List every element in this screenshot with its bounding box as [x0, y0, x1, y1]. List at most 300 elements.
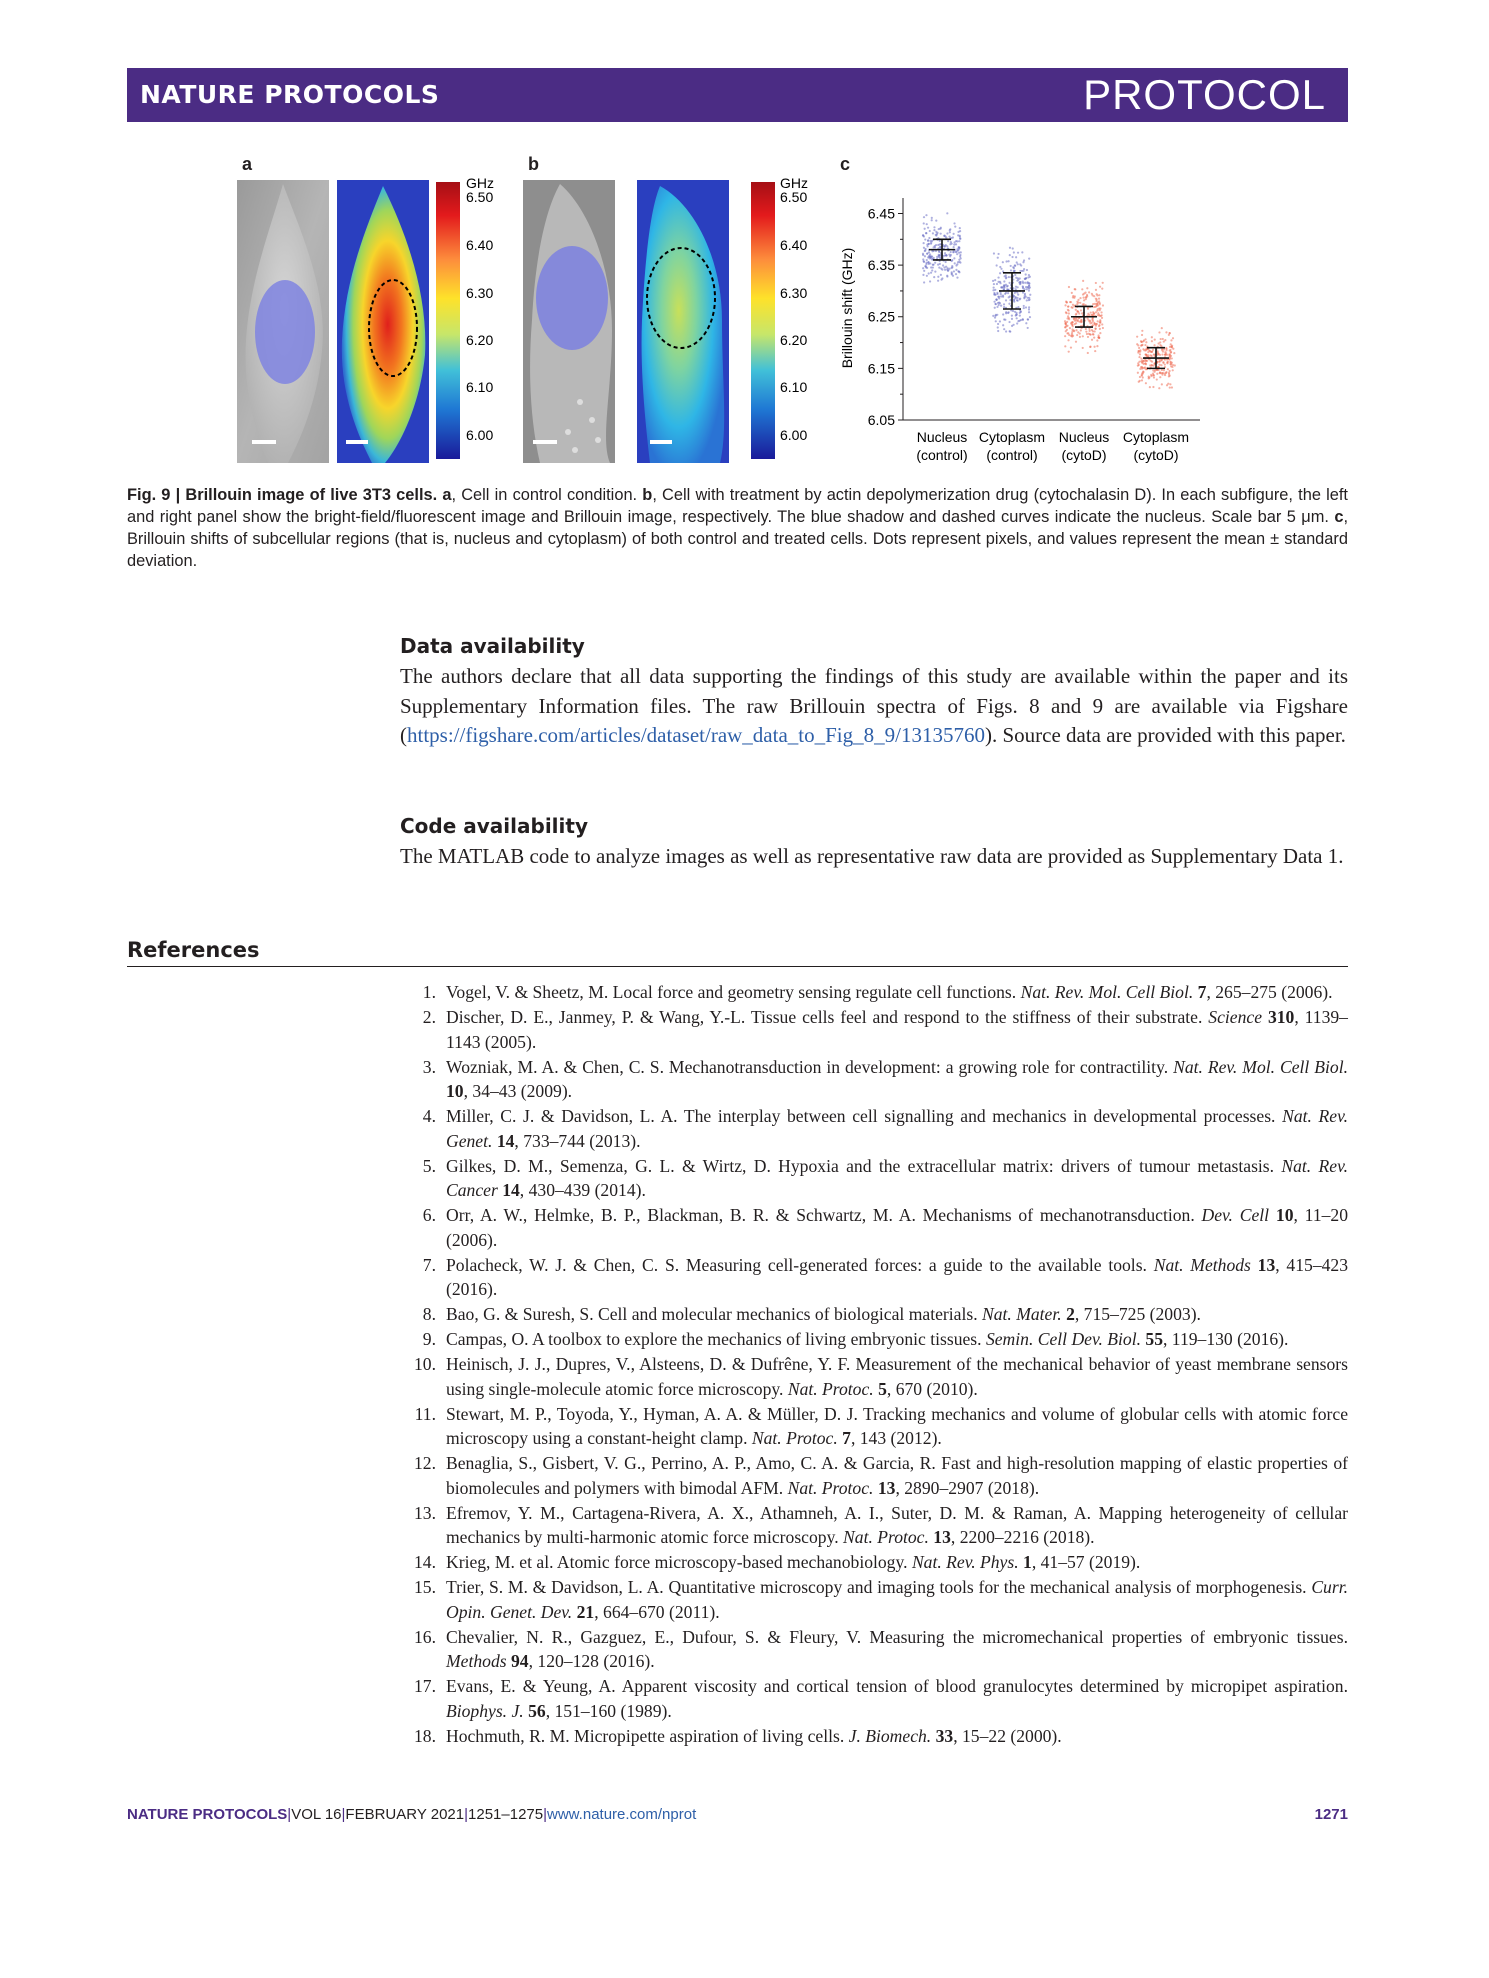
data-point: [959, 227, 961, 229]
data-point: [993, 287, 995, 289]
data-point: [956, 263, 958, 265]
figure-9: [0, 140, 1489, 480]
data-point: [1072, 295, 1074, 297]
data-point: [1093, 295, 1095, 297]
data-point: [924, 238, 926, 240]
reference-item: [400, 1253, 1348, 1302]
data-point: [1079, 302, 1081, 304]
data-point: [1068, 334, 1070, 336]
reference-item: [400, 1550, 1348, 1575]
reference-authors: Chevalier, N. R., Gazguez, E., Dufour, S. & Fleury, V. Measuring the micromechanical properties of embryonic tissues.: [446, 1626, 1348, 1647]
data-point: [1144, 344, 1146, 346]
data-point: [1005, 276, 1007, 278]
data-point: [1005, 284, 1007, 286]
data-point: [1138, 381, 1140, 383]
data-point: [1080, 320, 1082, 322]
data-point: [1022, 282, 1024, 284]
data-point: [1085, 331, 1087, 333]
colorbar-a-tick: 6.00: [466, 427, 494, 443]
data-point: [1070, 306, 1072, 308]
data-point: [1154, 339, 1156, 341]
data-point: [1171, 357, 1173, 359]
data-point: [931, 217, 933, 219]
colorbar-a-tick: 6.40: [466, 237, 494, 253]
reference-item: [400, 980, 1348, 1005]
reference-item: [400, 1674, 1348, 1723]
data-point: [939, 228, 941, 230]
y-axis-label: Brillouin shift (GHz): [839, 247, 855, 369]
data-point: [1172, 337, 1174, 339]
reference-volume: 5: [878, 1378, 887, 1399]
data-point: [1080, 309, 1082, 311]
data-point: [940, 274, 942, 276]
reference-journal: Nat. Rev. Phys.: [911, 1552, 1019, 1572]
reference-pages: , 11–20 (2006).: [446, 1205, 1349, 1250]
data-point: [1092, 333, 1094, 335]
data-point: [1068, 286, 1070, 288]
footer-separator: |: [543, 1806, 548, 1823]
data-point: [1070, 346, 1072, 348]
data-point: [1087, 336, 1089, 338]
data-point: [922, 267, 924, 269]
data-point: [1029, 316, 1031, 318]
data-point: [1066, 301, 1068, 303]
colorbar-b-tick: 6.40: [780, 237, 808, 253]
data-point: [1141, 361, 1143, 363]
data-point: [956, 240, 958, 242]
data-point: [1015, 256, 1017, 258]
reference-item: [400, 1625, 1348, 1674]
data-point: [1003, 286, 1005, 288]
data-point: [955, 269, 957, 271]
y-tick-label: 6.25: [867, 308, 895, 325]
code-availability-text: The MATLAB code to analyze images as well as representative raw data are provided as Supplementary Data 1.: [400, 844, 1344, 868]
colorbar-b-unit: GHz: [780, 175, 808, 191]
data-point: [1092, 311, 1094, 313]
data-point: [928, 263, 930, 265]
data-point: [1088, 328, 1090, 330]
reference-number: 16.: [414, 1626, 436, 1647]
caption-b-label: b: [642, 486, 653, 504]
reference-pages: , 41–57 (2019).: [1031, 1552, 1141, 1572]
figure-caption: [127, 484, 1348, 572]
data-point: [1142, 348, 1144, 350]
code-availability-heading: Code availability: [400, 814, 588, 838]
reference-number: 5.: [422, 1155, 436, 1176]
data-point: [1141, 360, 1143, 362]
data-point: [924, 228, 926, 230]
data-point: [1098, 334, 1100, 336]
data-point: [998, 302, 1000, 304]
reference-pages: , 143 (2012).: [850, 1428, 942, 1448]
x-tick-sublabel: (cytoD): [1061, 447, 1107, 463]
data-point: [1138, 347, 1140, 349]
reference-authors: Campas, O. A toolbox to explore the mechanics of living embryonic tissues.: [446, 1329, 986, 1349]
footer-url[interactable]: www.nature.com/nprot: [547, 1806, 697, 1823]
data-point: [932, 266, 934, 268]
data-point: [1101, 323, 1103, 325]
data-point: [1098, 298, 1100, 300]
data-point: [926, 267, 928, 269]
panel-b-brightfield: [523, 180, 615, 463]
code-availability-section: [400, 814, 1348, 872]
reference-pages: , 120–128 (2016).: [528, 1651, 655, 1671]
data-point: [1007, 292, 1009, 294]
figshare-link[interactable]: https://figshare.com/articles/dataset/raw_data_to_Fig_8_9/13135760: [407, 723, 985, 747]
data-point: [1011, 256, 1013, 258]
data-point: [1160, 372, 1162, 374]
journal-name: NATURE PROTOCOLS: [140, 80, 440, 109]
reference-volume: 310: [1267, 1007, 1295, 1027]
data-point: [933, 276, 935, 278]
reference-pages: , 2200–2216 (2018).: [950, 1527, 1095, 1547]
reference-journal: Nat. Protoc.: [751, 1428, 838, 1448]
data-point: [1007, 312, 1009, 314]
data-point: [1169, 386, 1171, 388]
data-point: [1027, 276, 1029, 278]
data-availability-heading: Data availability: [400, 634, 585, 658]
data-point: [1086, 333, 1088, 335]
data-point: [1151, 364, 1153, 366]
data-point: [1014, 264, 1016, 266]
caption-c-label: c: [1334, 508, 1344, 526]
data-point: [925, 262, 927, 264]
data-point: [922, 254, 924, 256]
reference-authors: Polacheck, W. J. & Chen, C. S. Measuring cell-generated forces: a guide to the available tools.: [446, 1254, 1154, 1275]
data-point: [1174, 364, 1176, 366]
data-point: [1069, 301, 1071, 303]
data-point: [1069, 327, 1071, 329]
data-point: [999, 320, 1001, 322]
reference-volume: 33: [935, 1725, 954, 1746]
footer-date: FEBRUARY 2021: [345, 1806, 465, 1823]
data-point: [925, 214, 927, 216]
data-point: [956, 253, 958, 255]
data-point: [1145, 360, 1147, 362]
data-point: [1002, 294, 1004, 296]
data-point: [1064, 304, 1066, 306]
section-label: PROTOCOL: [1083, 71, 1326, 118]
reference-authors: Wozniak, M. A. & Chen, C. S. Mechanotransduction in development: a growing role for contractility.: [446, 1056, 1174, 1077]
reference-pages: , 1139–1143 (2005).: [446, 1007, 1348, 1052]
data-point: [997, 257, 999, 259]
data-point: [951, 259, 953, 261]
data-point: [1023, 307, 1025, 309]
reference-authors: Vogel, V. & Sheetz, M. Local force and geometry sensing regulate cell functions.: [446, 982, 1021, 1002]
data-point: [1147, 354, 1149, 356]
data-point: [932, 264, 934, 266]
data-point: [1170, 351, 1172, 353]
data-point: [1013, 251, 1015, 253]
data-point: [1096, 293, 1098, 295]
data-point: [1027, 327, 1029, 329]
reference-item: [400, 1104, 1348, 1153]
data-point: [958, 246, 960, 248]
data-point: [1152, 386, 1154, 388]
data-point: [946, 212, 948, 214]
reference-volume: 55: [1145, 1329, 1163, 1349]
data-point: [1170, 355, 1172, 357]
data-point: [996, 306, 998, 308]
data-point: [1076, 301, 1078, 303]
data-point: [933, 226, 935, 228]
data-point: [1009, 254, 1011, 256]
data-point: [1023, 288, 1025, 290]
reference-journal: Semin. Cell Dev. Biol.: [985, 1329, 1141, 1349]
data-point: [1097, 336, 1099, 338]
x-tick-sublabel: (control): [916, 447, 968, 463]
data-point: [1163, 369, 1165, 371]
panel-letter-a: a: [242, 154, 253, 174]
data-point: [1019, 270, 1021, 272]
data-point: [1067, 309, 1069, 311]
reference-journal: Nat. Rev. Genet.: [446, 1106, 1348, 1151]
colorbar-a-tick: 6.20: [466, 332, 494, 348]
reference-number: 3.: [422, 1056, 436, 1077]
data-point: [1012, 247, 1014, 249]
data-point: [993, 292, 995, 294]
data-point: [931, 269, 933, 271]
data-point: [1017, 252, 1019, 254]
data-point: [937, 280, 939, 282]
data-point: [949, 255, 951, 257]
data-point: [1164, 359, 1166, 361]
data-point: [1075, 313, 1077, 315]
data-point: [956, 248, 958, 250]
colorbar-a: [436, 182, 460, 459]
reference-number: 15.: [414, 1577, 436, 1597]
x-tick-label: Nucleus: [1058, 429, 1110, 445]
data-point: [1019, 298, 1021, 300]
data-point: [1151, 336, 1153, 338]
data-point: [1073, 317, 1075, 319]
data-point: [938, 254, 940, 256]
footer-volume: VOL 16: [291, 1806, 342, 1823]
data-point: [1162, 361, 1164, 363]
data-point: [1143, 363, 1145, 365]
reference-number: 9.: [422, 1329, 436, 1349]
x-tick-sublabel: (cytoD): [1133, 447, 1179, 463]
data-point: [1167, 361, 1169, 363]
header-bar: [127, 68, 1348, 122]
data-point: [955, 273, 957, 275]
data-point: [956, 277, 958, 279]
data-point: [1089, 346, 1091, 348]
data-point: [1091, 339, 1093, 341]
data-point: [1020, 319, 1022, 321]
data-point: [923, 281, 925, 283]
reference-number: 14.: [414, 1552, 436, 1572]
reference-item: [400, 1327, 1348, 1352]
data-point: [1136, 336, 1138, 338]
reference-pages: , 670 (2010).: [886, 1378, 978, 1399]
reference-item: [400, 1402, 1348, 1451]
data-point: [1152, 349, 1154, 351]
data-point: [993, 252, 995, 254]
reference-authors: Miller, C. J. & Davidson, L. A. The interplay between cell signalling and mechanics in developmental processes.: [446, 1106, 1283, 1126]
data-point: [960, 257, 962, 259]
caption-c-text: , Brillouin shifts of subcellular regions (that is, nucleus and cytoplasm) of both control and treated cells. Dots represent pixels, and values represent the mean ± standard deviation.: [127, 508, 1348, 570]
data-point: [1156, 373, 1158, 375]
data-point: [1082, 335, 1084, 337]
x-tick-sublabel: (control): [986, 447, 1038, 463]
data-point: [949, 231, 951, 233]
data-point: [1068, 318, 1070, 320]
data-point: [1157, 369, 1159, 371]
data-point: [926, 259, 928, 261]
data-point: [959, 262, 961, 264]
data-point: [1145, 382, 1147, 384]
data-point: [1008, 276, 1010, 278]
chart-c: [839, 198, 1200, 463]
colorbar-a-unit: GHz: [466, 175, 494, 191]
data-point: [1071, 335, 1073, 337]
data-point: [997, 323, 999, 325]
data-point: [945, 261, 947, 263]
reference-number: 10.: [414, 1354, 436, 1374]
data-point: [959, 230, 961, 232]
data-point: [1079, 332, 1081, 334]
reference-item: [400, 1154, 1348, 1203]
data-point: [1002, 313, 1004, 315]
reference-authors: Hochmuth, R. M. Micropipette aspiration of living cells.: [446, 1725, 849, 1746]
data-point: [1006, 288, 1008, 290]
data-point: [1097, 308, 1099, 310]
data-point: [1064, 345, 1066, 347]
data-point: [1005, 299, 1007, 301]
reference-volume: 7: [842, 1428, 851, 1448]
data-point: [953, 244, 955, 246]
data-point: [1071, 328, 1073, 330]
data-point: [953, 241, 955, 243]
data-point: [1019, 281, 1021, 283]
data-point: [1022, 318, 1024, 320]
data-point: [1159, 341, 1161, 343]
data-point: [931, 250, 933, 252]
reference-volume: 13: [1257, 1254, 1276, 1275]
data-point: [993, 283, 995, 285]
data-point: [1017, 294, 1019, 296]
y-tick-label: 6.05: [867, 412, 895, 428]
data-point: [1139, 353, 1141, 355]
data-point: [1064, 322, 1066, 324]
data-point: [994, 279, 996, 281]
data-point: [1067, 339, 1069, 341]
data-point: [1075, 341, 1077, 343]
references-heading: References: [127, 938, 1348, 967]
colorbar-b: [751, 182, 775, 459]
data-point: [1143, 339, 1145, 341]
data-point: [954, 226, 956, 228]
caption-a-label: a: [442, 486, 452, 504]
data-point: [1075, 322, 1077, 324]
colorbar-b-tick: 6.00: [780, 427, 808, 443]
data-point: [1067, 306, 1069, 308]
data-point: [946, 245, 948, 247]
reference-item: [400, 1055, 1348, 1104]
data-point: [1066, 325, 1068, 327]
x-tick-label: Nucleus: [916, 429, 968, 445]
reference-authors: Bao, G. & Suresh, S. Cell and molecular mechanics of biological materials.: [446, 1304, 982, 1324]
data-point: [1152, 369, 1154, 371]
data-point: [1148, 377, 1150, 379]
data-point: [1026, 286, 1028, 288]
data-point: [1147, 351, 1149, 353]
data-point: [1099, 303, 1101, 305]
data-point: [1156, 350, 1158, 352]
data-point: [1098, 294, 1100, 296]
data-point: [1158, 331, 1160, 333]
data-point: [947, 240, 949, 242]
data-point: [926, 275, 928, 277]
data-point: [1016, 317, 1018, 319]
reference-journal: Curr. Opin. Genet. Dev.: [446, 1577, 1348, 1622]
data-point: [1164, 351, 1166, 353]
data-point: [1140, 340, 1142, 342]
reference-pages: , 151–160 (1989).: [545, 1700, 672, 1721]
data-point: [1071, 321, 1073, 323]
data-point: [927, 239, 929, 241]
data-point: [923, 270, 925, 272]
data-point: [998, 296, 1000, 298]
data-point: [1064, 320, 1066, 322]
data-point: [1091, 293, 1093, 295]
data-point: [1017, 286, 1019, 288]
reference-volume: 10: [446, 1081, 464, 1101]
data-point: [1098, 300, 1100, 302]
data-point: [958, 252, 960, 254]
caption-label: Fig. 9 | Brillouin image of live 3T3 cells.: [127, 486, 438, 504]
reference-pages: , 34–43 (2009).: [463, 1081, 573, 1101]
data-point: [1101, 288, 1103, 290]
data-point: [934, 271, 936, 273]
data-point: [1022, 286, 1024, 288]
data-point: [1003, 280, 1005, 282]
data-point: [1025, 306, 1027, 308]
reference-number: 2.: [422, 1007, 436, 1027]
data-point: [933, 229, 935, 231]
data-point: [1087, 313, 1089, 315]
data-point: [924, 249, 926, 251]
data-point: [1088, 291, 1090, 293]
reference-authors: Gilkes, D. M., Semenza, G. L. & Wirtz, D. Hypoxia and the extracellular matrix: drivers of tumour metastasis.: [446, 1155, 1282, 1176]
data-point: [1094, 306, 1096, 308]
reference-journal: Nat. Rev. Cancer: [446, 1155, 1348, 1200]
data-point: [935, 234, 937, 236]
data-point: [1096, 303, 1098, 305]
data-point: [922, 274, 924, 276]
data-point: [1139, 351, 1141, 353]
reference-pages: , 664–670 (2011).: [594, 1601, 720, 1622]
data-point: [1005, 312, 1007, 314]
data-point: [1172, 369, 1174, 371]
data-point: [930, 272, 932, 274]
reference-pages: , 715–725 (2003).: [1074, 1304, 1201, 1324]
data-point: [1028, 258, 1030, 260]
data-point: [1090, 311, 1092, 313]
data-point: [1151, 340, 1153, 342]
data-point: [942, 264, 944, 266]
data-point: [926, 244, 928, 246]
data-point: [1173, 352, 1175, 354]
reference-journal: Dev. Cell: [1201, 1205, 1270, 1225]
figure-graphics: [0, 140, 1489, 480]
data-point: [1138, 356, 1140, 358]
data-point: [1170, 361, 1172, 363]
reference-authors: Orr, A. W., Helmke, B. P., Blackman, B. R. & Schwartz, M. A. Mechanisms of mechanotransduction.: [446, 1205, 1202, 1225]
data-point: [1027, 318, 1029, 320]
reference-volume: 1: [1023, 1552, 1032, 1572]
